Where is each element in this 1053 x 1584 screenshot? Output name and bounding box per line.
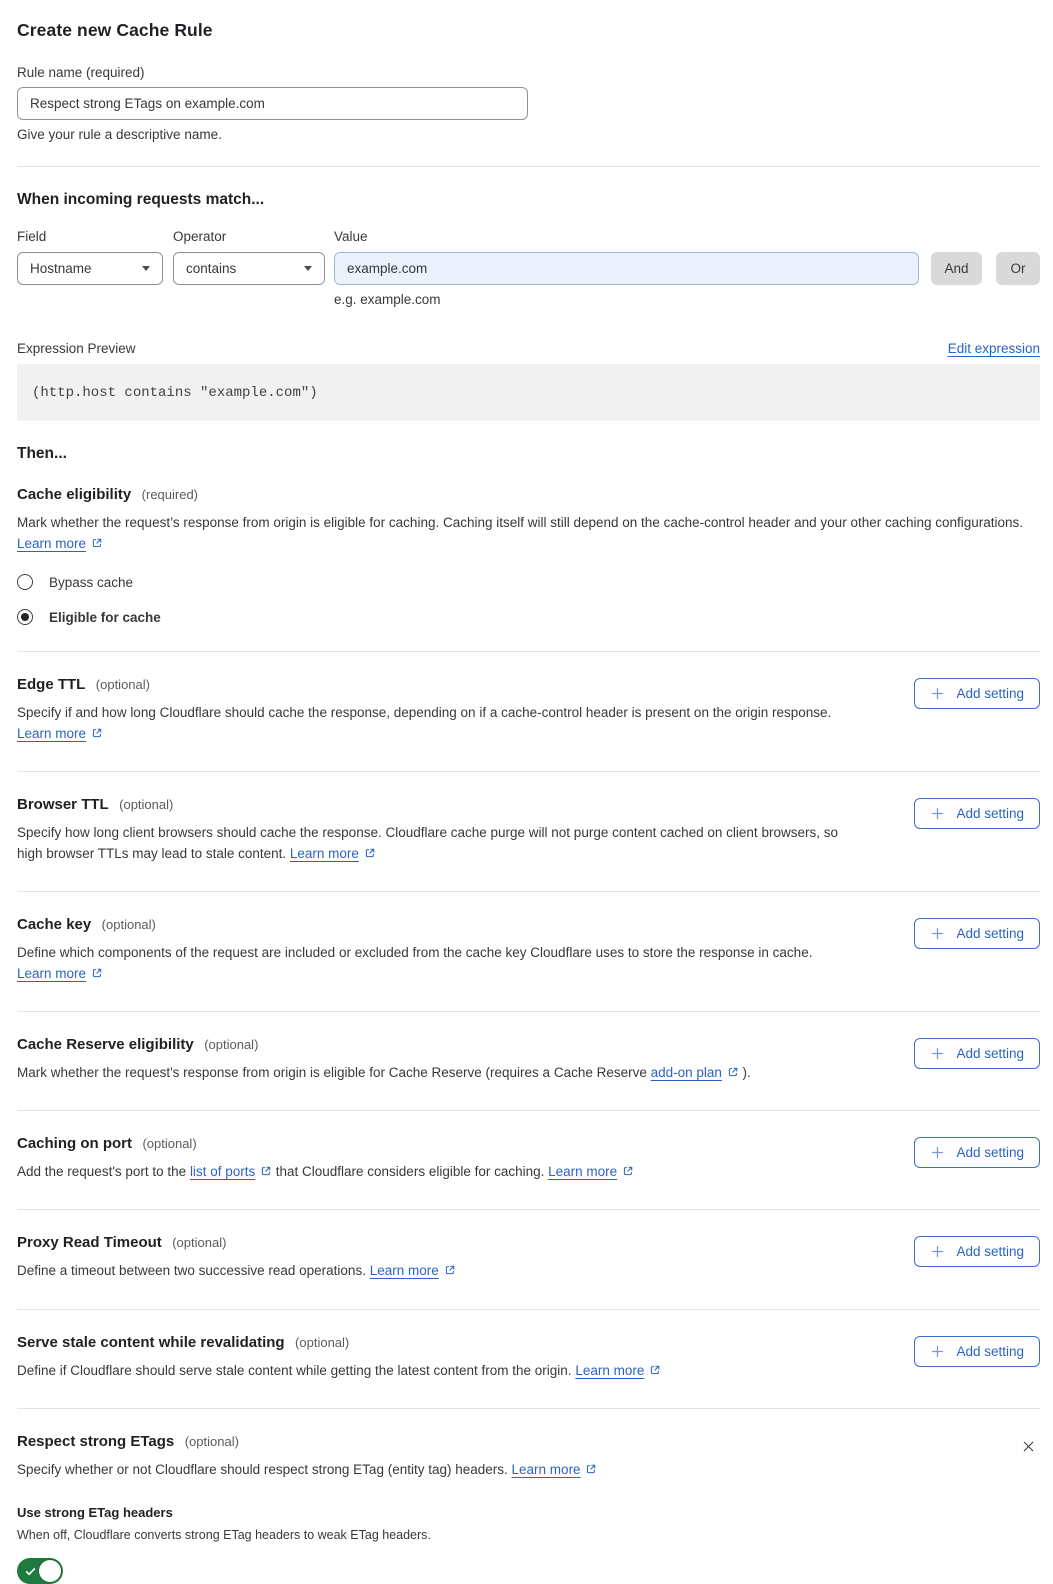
add-setting-label: Add setting [956, 1244, 1024, 1260]
page-title: Create new Cache Rule [17, 20, 213, 40]
cache-eligibility-description: Mark whether the request’s response from origin is eligible for caching. Caching itself will still depend on the cache-control header and your other caching configurations. Learn more [17, 512, 1027, 555]
etags-tag: (optional) [184, 1433, 239, 1449]
add-setting-button[interactable] [914, 1236, 1040, 1267]
section-description: Define a timeout between two successive read operations. Learn more [17, 1260, 456, 1282]
plus-icon [930, 1244, 945, 1259]
value-input[interactable] [334, 252, 919, 285]
section-description: Define if Cloudflare should serve stale content while getting the latest content from the origin. Learn more [17, 1360, 661, 1382]
section-tag: (optional) [101, 917, 156, 933]
etags-sub-description: When off, Cloudflare converts strong ETag headers to weak ETag headers. [17, 1527, 431, 1542]
section-tag: (optional) [95, 677, 150, 693]
learn-more-link[interactable]: Learn more [289, 846, 359, 862]
add-setting-label: Add setting [956, 806, 1024, 822]
expression-code: (http.host contains "example.com") [32, 384, 318, 401]
match-heading: When incoming requests match... [17, 191, 265, 208]
section-description: Define which components of the request are included or excluded from the cache key Cloudflare uses to store the response in cache. Learn more [17, 942, 847, 985]
external-link-icon [649, 1361, 661, 1382]
learn-more-link[interactable]: Learn more [548, 1164, 618, 1180]
learn-more-link[interactable]: Learn more [511, 1461, 581, 1477]
radio-option[interactable] [17, 574, 1040, 590]
add-setting-button[interactable] [914, 1038, 1040, 1069]
external-link-icon [364, 844, 376, 865]
plus-icon [930, 1344, 945, 1359]
section-title-row [17, 676, 847, 694]
plus-icon [930, 806, 945, 821]
setting-section-cache-reserve-eligibility [17, 1011, 1040, 1110]
radio-option[interactable] [17, 609, 1040, 625]
learn-more-link[interactable]: Learn more [17, 536, 87, 552]
section-title: Edge TTL [17, 676, 86, 694]
add-setting-label: Add setting [956, 1343, 1024, 1359]
section-title-row [17, 916, 847, 934]
close-icon[interactable] [1017, 1435, 1040, 1461]
cache-eligibility-title-row [17, 486, 1040, 504]
value-help: e.g. example.com [334, 292, 441, 307]
section-title: Caching on port [17, 1135, 132, 1153]
plus-icon [930, 926, 945, 941]
chevron-down-icon [142, 266, 150, 271]
etags-title-row [17, 1433, 597, 1451]
section-title: Browser TTL [17, 796, 109, 814]
check-icon [25, 1565, 36, 1580]
expression-preview-box [17, 364, 1040, 421]
setting-section-caching-on-port [17, 1110, 1040, 1209]
operator-select[interactable] [173, 252, 325, 285]
rule-name-label: Rule name (required) [17, 65, 145, 80]
section-title: Cache Reserve eligibility [17, 1036, 194, 1054]
plus-icon [930, 686, 945, 701]
add-setting-label: Add setting [956, 686, 1024, 702]
learn-more-link[interactable]: Learn more [17, 726, 87, 742]
radio-icon [17, 609, 33, 625]
add-setting-label: Add setting [956, 1046, 1024, 1062]
operator-select-value: contains [186, 261, 237, 276]
plus-icon [930, 1046, 945, 1061]
setting-section-browser-ttl [17, 771, 1040, 891]
section-description: Mark whether the request's response from origin is eligible for Cache Reserve (requires a Cache Reserve add-on plan ). [17, 1062, 751, 1084]
section-title-row [17, 1135, 634, 1153]
edit-expression-link[interactable]: Edit expression [947, 341, 1040, 356]
add-setting-button[interactable] [914, 678, 1040, 709]
section-description: Specify how long client browsers should cache the response. Cloudflare cache purge will not purge content cached on client browsers, so high browser TTLs may lead to stale content. Learn more [17, 822, 847, 865]
add-setting-button[interactable] [914, 1336, 1040, 1367]
add-on-plan-link[interactable]: add-on plan [650, 1065, 722, 1081]
match-labels-row [17, 229, 1040, 244]
match-builder-row [17, 252, 1040, 285]
etags-description: Specify whether or not Cloudflare should respect strong ETag (entity tag) headers. Learn more [17, 1459, 597, 1481]
rule-name-help: Give your rule a descriptive name. [17, 127, 222, 142]
radio-option-label: Eligible for cache [49, 609, 161, 625]
divider [17, 166, 1040, 167]
section-title: Serve stale content while revalidating [17, 1333, 285, 1351]
value-label: Value [334, 229, 368, 244]
learn-more-link[interactable]: Learn more [369, 1263, 439, 1279]
section-title: Proxy Read Timeout [17, 1234, 162, 1252]
section-tag: (optional) [119, 797, 174, 813]
setting-section-proxy-read-timeout [17, 1209, 1040, 1308]
list-of-ports-link[interactable]: list of ports [189, 1164, 256, 1180]
operator-label: Operator [173, 229, 227, 244]
section-title-row [17, 1334, 661, 1352]
external-link-icon [91, 724, 103, 745]
field-select-value: Hostname [30, 261, 92, 276]
section-tag: (optional) [295, 1334, 350, 1350]
use-strong-etag-toggle[interactable] [17, 1558, 63, 1584]
radio-option-label: Bypass cache [49, 574, 134, 590]
field-select[interactable] [17, 252, 163, 285]
section-tag: (optional) [172, 1235, 227, 1251]
add-setting-button[interactable] [914, 1137, 1040, 1168]
or-button[interactable]: Or [996, 252, 1040, 285]
section-description: Add the request's port to the list of ports that Cloudflare considers eligible for caching. Learn more [17, 1161, 634, 1183]
external-link-icon [585, 1460, 597, 1481]
plus-icon [930, 1145, 945, 1160]
add-setting-button[interactable] [914, 798, 1040, 829]
external-link-icon [260, 1162, 272, 1183]
radio-icon [17, 574, 33, 590]
section-title-row [17, 1234, 456, 1252]
add-setting-label: Add setting [956, 1145, 1024, 1161]
section-tag: (optional) [204, 1037, 259, 1053]
learn-more-link[interactable]: Learn more [17, 966, 87, 982]
cache-eligibility-tag: (required) [141, 487, 199, 502]
add-setting-button[interactable] [914, 918, 1040, 949]
expression-preview-label: Expression Preview [17, 341, 136, 356]
etags-sub-title: Use strong ETag headers [17, 1504, 173, 1520]
learn-more-link[interactable]: Learn more [575, 1362, 645, 1378]
section-description: Specify if and how long Cloudflare should cache the response, depending on if a cache-control header is present on the origin response. Learn more [17, 702, 847, 745]
setting-section-edge-ttl [17, 651, 1040, 771]
then-heading: Then... [17, 445, 67, 462]
settings-sections [17, 651, 1040, 1407]
setting-section-cache-key [17, 891, 1040, 1011]
rule-name-input[interactable] [17, 87, 528, 120]
cache-eligibility-title: Cache eligibility [17, 486, 132, 503]
section-tag: (optional) [142, 1136, 197, 1152]
cache-eligibility-options [17, 574, 1040, 625]
external-link-icon [91, 534, 103, 555]
external-link-icon [444, 1261, 456, 1282]
section-title-row [17, 1036, 751, 1054]
section-title-row [17, 796, 847, 814]
toggle-knob [39, 1560, 61, 1582]
setting-section-serve-stale-content-while-revalidating [17, 1309, 1040, 1408]
external-link-icon [91, 964, 103, 985]
external-link-icon [727, 1063, 739, 1084]
add-setting-label: Add setting [956, 926, 1024, 942]
external-link-icon [622, 1162, 634, 1183]
respect-strong-etags-section [17, 1408, 1040, 1584]
etags-title: Respect strong ETags [17, 1432, 175, 1450]
chevron-down-icon [304, 266, 312, 271]
section-title: Cache key [17, 916, 92, 934]
and-button[interactable]: And [931, 252, 982, 285]
field-label: Field [17, 229, 47, 244]
expression-preview-header [17, 341, 1040, 356]
